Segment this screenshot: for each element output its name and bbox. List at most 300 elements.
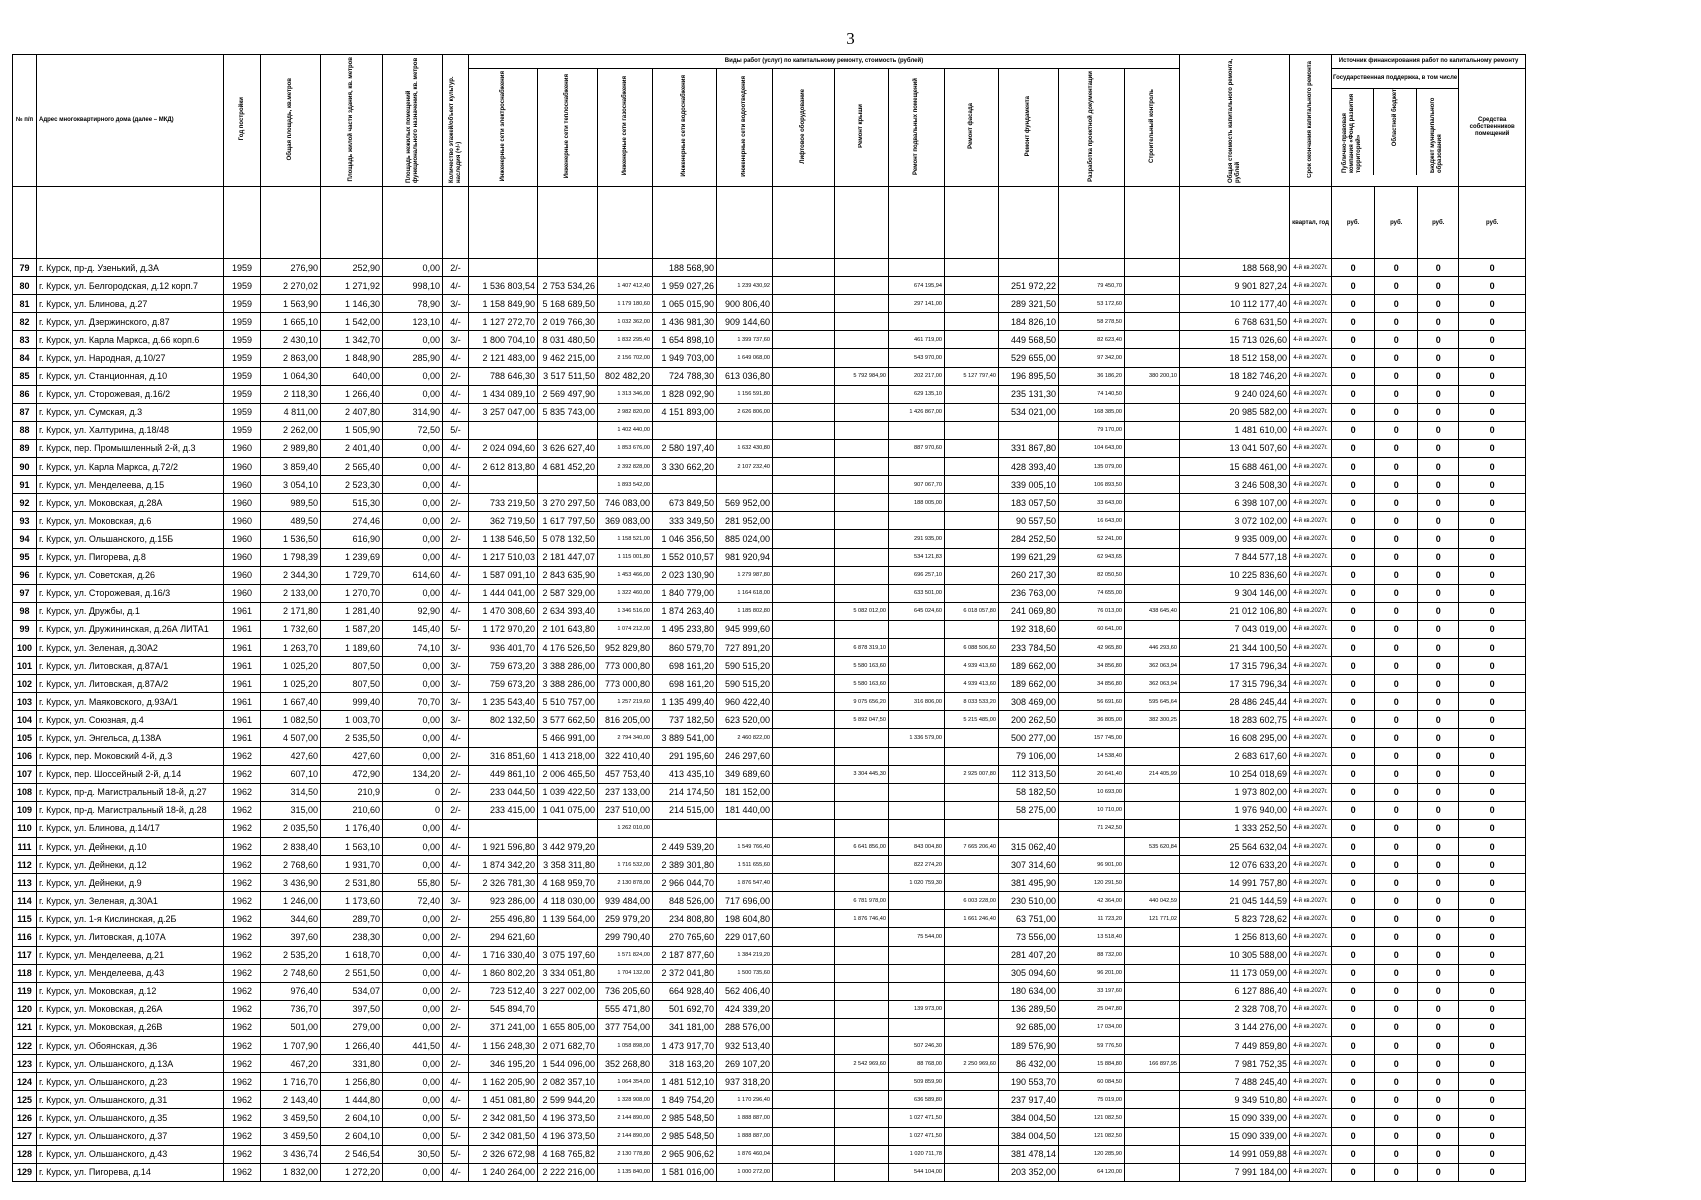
header-area-nonres: Площадь нежилых помещений функционального назначения, кв. метров xyxy=(405,57,419,183)
cell-sewer: 590 515,20 xyxy=(717,657,773,675)
cell-num: 106 xyxy=(13,747,37,765)
cell-region: 0 xyxy=(1375,693,1418,711)
cell-floors: 2/- xyxy=(443,783,469,801)
cell-area-living: 640,00 xyxy=(321,367,383,385)
cell-total: 11 173 059,00 xyxy=(1180,964,1290,982)
cell-basement: 461 719,00 xyxy=(889,331,945,349)
cell-foundation: 79 106,00 xyxy=(999,747,1059,765)
cell-deadline: 4-й кв.2027г. xyxy=(1290,458,1332,476)
cell-control xyxy=(1125,349,1180,367)
cell-owners: 0 xyxy=(1459,638,1526,656)
cell-area-nonres: 314,90 xyxy=(383,403,443,421)
cell-total: 6 398 107,00 xyxy=(1180,494,1290,512)
cell-address: г. Курск, ул. 1-я Кислинская, д.2Б xyxy=(37,910,224,928)
cell-design: 97 342,00 xyxy=(1059,349,1125,367)
cell-water: 673 849,50 xyxy=(653,494,717,512)
cell-area-total: 3 054,10 xyxy=(261,476,321,494)
cell-control xyxy=(1125,439,1180,457)
cell-control xyxy=(1125,620,1180,638)
cell-region: 0 xyxy=(1375,964,1418,982)
cell-area-total: 2 989,80 xyxy=(261,439,321,457)
cell-total: 9 935 009,00 xyxy=(1180,530,1290,548)
cell-gas: 1 058 898,00 xyxy=(598,1037,653,1055)
cell-basement xyxy=(889,512,945,530)
header-w-facade: Ремонт фасада xyxy=(968,103,974,149)
cell-deadline: 4-й кв.2027г. xyxy=(1290,439,1332,457)
cell-sewer: 1 164 618,00 xyxy=(717,584,773,602)
cell-heat: 8 031 480,50 xyxy=(538,331,598,349)
cell-facade xyxy=(945,856,999,874)
cell-region: 0 xyxy=(1375,1073,1418,1091)
cell-floors: 3/- xyxy=(443,675,469,693)
cell-facade xyxy=(945,1163,999,1181)
cell-design: 59 776,50 xyxy=(1059,1037,1125,1055)
cell-control xyxy=(1125,1091,1180,1109)
cell-lift xyxy=(773,512,835,530)
table-row xyxy=(13,1145,1526,1163)
cell-sewer xyxy=(717,819,773,837)
cell-area-living: 238,30 xyxy=(321,928,383,946)
cell-floors: 2/- xyxy=(443,530,469,548)
cell-basement: 887 970,60 xyxy=(889,439,945,457)
cell-heat: 3 270 297,50 xyxy=(538,494,598,512)
cell-fund: 0 xyxy=(1332,856,1375,874)
cell-num: 93 xyxy=(13,512,37,530)
cell-control xyxy=(1125,1000,1180,1018)
cell-fund: 0 xyxy=(1332,675,1375,693)
header-deadline: Срок окончания капитального ремонта xyxy=(1307,60,1313,178)
cell-address: г. Курск, ул. Зеленая, д.30А2 xyxy=(37,638,224,656)
cell-total: 18 283 602,75 xyxy=(1180,711,1290,729)
cell-water: 333 349,50 xyxy=(653,512,717,530)
cell-area-nonres: 0,00 xyxy=(383,331,443,349)
cell-owners: 0 xyxy=(1459,1037,1526,1055)
table-row xyxy=(13,277,1526,295)
cell-floors: 2/- xyxy=(443,1055,469,1073)
cell-foundation: 315 062,40 xyxy=(999,838,1059,856)
cell-lift xyxy=(773,1127,835,1145)
cell-region: 0 xyxy=(1375,1037,1418,1055)
cell-gas: 1 571 824,00 xyxy=(598,946,653,964)
table-row xyxy=(13,403,1526,421)
cell-roof xyxy=(835,1109,889,1127)
cell-gas: 1 179 180,60 xyxy=(598,295,653,313)
cell-basement: 1 020 711,78 xyxy=(889,1145,945,1163)
cell-basement xyxy=(889,638,945,656)
cell-region: 0 xyxy=(1375,1127,1418,1145)
cell-basement: 507 246,30 xyxy=(889,1037,945,1055)
cell-basement: 696 257,10 xyxy=(889,566,945,584)
cell-control xyxy=(1125,801,1180,819)
cell-elec: 923 286,00 xyxy=(469,892,538,910)
unit-rub: руб. xyxy=(1332,187,1375,259)
table-row xyxy=(13,946,1526,964)
cell-total: 7 449 859,80 xyxy=(1180,1037,1290,1055)
cell-area-total: 315,00 xyxy=(261,801,321,819)
cell-owners: 0 xyxy=(1459,1073,1526,1091)
cell-region: 0 xyxy=(1375,530,1418,548)
cell-control xyxy=(1125,1073,1180,1091)
cell-owners: 0 xyxy=(1459,1000,1526,1018)
cell-water: 501 692,70 xyxy=(653,1000,717,1018)
cell-facade xyxy=(945,1127,999,1145)
cell-owners: 0 xyxy=(1459,421,1526,439)
cell-elec: 802 132,50 xyxy=(469,711,538,729)
cell-design: 64 120,00 xyxy=(1059,1163,1125,1181)
cell-year: 1959 xyxy=(224,313,261,331)
cell-area-nonres: 0,00 xyxy=(383,838,443,856)
cell-area-living: 210,9 xyxy=(321,783,383,801)
cell-area-living: 1 931,70 xyxy=(321,856,383,874)
cell-area-living: 1 146,30 xyxy=(321,295,383,313)
cell-elec: 1 217 510,03 xyxy=(469,548,538,566)
cell-basement xyxy=(889,458,945,476)
cell-area-nonres: 0,00 xyxy=(383,476,443,494)
table-row xyxy=(13,1091,1526,1109)
cell-design: 82 623,40 xyxy=(1059,331,1125,349)
table-row xyxy=(13,675,1526,693)
cell-roof xyxy=(835,349,889,367)
cell-area-living: 1 266,40 xyxy=(321,1037,383,1055)
cell-area-total: 397,60 xyxy=(261,928,321,946)
cell-sewer: 1 876 547,40 xyxy=(717,874,773,892)
cell-region: 0 xyxy=(1375,331,1418,349)
cell-roof xyxy=(835,747,889,765)
table-row xyxy=(13,801,1526,819)
cell-area-living: 2 565,40 xyxy=(321,458,383,476)
cell-water: 270 765,60 xyxy=(653,928,717,946)
cell-num: 82 xyxy=(13,313,37,331)
cell-total: 5 823 728,62 xyxy=(1180,910,1290,928)
cell-heat: 1 039 422,50 xyxy=(538,783,598,801)
cell-region: 0 xyxy=(1375,295,1418,313)
header-f-owners: Средства собственников помещений xyxy=(1459,69,1526,187)
cell-elec: 294 621,60 xyxy=(469,928,538,946)
cell-num: 110 xyxy=(13,819,37,837)
cell-region: 0 xyxy=(1375,620,1418,638)
cell-muni: 0 xyxy=(1418,385,1459,403)
cell-area-nonres: 0 xyxy=(383,783,443,801)
cell-fund: 0 xyxy=(1332,403,1375,421)
cell-deadline: 4-й кв.2027г. xyxy=(1290,946,1332,964)
cell-total: 7 844 577,18 xyxy=(1180,548,1290,566)
cell-water: 1 874 263,40 xyxy=(653,602,717,620)
cell-facade xyxy=(945,1000,999,1018)
cell-deadline: 4-й кв.2027г. xyxy=(1290,548,1332,566)
cell-fund: 0 xyxy=(1332,801,1375,819)
table-row xyxy=(13,421,1526,439)
cell-total: 7 991 184,00 xyxy=(1180,1163,1290,1181)
cell-area-total: 3 859,40 xyxy=(261,458,321,476)
cell-area-total: 344,60 xyxy=(261,910,321,928)
cell-lift xyxy=(773,313,835,331)
cell-facade: 6 088 506,60 xyxy=(945,638,999,656)
cell-roof: 6 781 978,00 xyxy=(835,892,889,910)
cell-floors: 2/- xyxy=(443,982,469,1000)
cell-region: 0 xyxy=(1375,1163,1418,1181)
cell-address: г. Курск, пр-д. Магистральный 18-й, д.27 xyxy=(37,783,224,801)
cell-area-living: 210,60 xyxy=(321,801,383,819)
cell-region: 0 xyxy=(1375,403,1418,421)
cell-facade xyxy=(945,548,999,566)
table-row xyxy=(13,1018,1526,1036)
cell-area-nonres: 0 xyxy=(383,801,443,819)
cell-muni: 0 xyxy=(1418,458,1459,476)
cell-area-total: 4 507,00 xyxy=(261,729,321,747)
cell-heat xyxy=(538,928,598,946)
cell-num: 97 xyxy=(13,584,37,602)
cell-basement xyxy=(889,819,945,837)
cell-water: 1 135 499,40 xyxy=(653,693,717,711)
cell-elec: 1 800 704,10 xyxy=(469,331,538,349)
cell-lift xyxy=(773,1037,835,1055)
cell-muni: 0 xyxy=(1418,765,1459,783)
cell-basement xyxy=(889,964,945,982)
cell-elec: 2 612 813,80 xyxy=(469,458,538,476)
cell-floors: 4/- xyxy=(443,1073,469,1091)
cell-total: 10 254 018,69 xyxy=(1180,765,1290,783)
cell-num: 112 xyxy=(13,856,37,874)
cell-year: 1960 xyxy=(224,548,261,566)
cell-sewer: 562 406,40 xyxy=(717,982,773,1000)
cell-heat: 4 168 765,82 xyxy=(538,1145,598,1163)
cell-heat: 3 388 286,00 xyxy=(538,675,598,693)
cell-gas: 1 158 521,00 xyxy=(598,530,653,548)
cell-year: 1962 xyxy=(224,838,261,856)
cell-water: 188 568,90 xyxy=(653,259,717,277)
cell-owners: 0 xyxy=(1459,1127,1526,1145)
cell-total: 6 768 631,50 xyxy=(1180,313,1290,331)
cell-roof xyxy=(835,964,889,982)
cell-elec xyxy=(469,476,538,494)
cell-sewer: 717 696,00 xyxy=(717,892,773,910)
table-row xyxy=(13,964,1526,982)
cell-floors: 4/- xyxy=(443,566,469,584)
cell-floors: 4/- xyxy=(443,277,469,295)
cell-owners: 0 xyxy=(1459,1163,1526,1181)
cell-region: 0 xyxy=(1375,439,1418,457)
cell-gas: 322 410,40 xyxy=(598,747,653,765)
cell-control xyxy=(1125,421,1180,439)
cell-address: г. Курск, ул. Белгородская, д.12 корп.7 xyxy=(37,277,224,295)
cell-elec: 936 401,70 xyxy=(469,638,538,656)
cell-design: 58 278,50 xyxy=(1059,313,1125,331)
cell-heat: 1 139 564,00 xyxy=(538,910,598,928)
cell-area-nonres: 0,00 xyxy=(383,584,443,602)
cell-owners: 0 xyxy=(1459,403,1526,421)
cell-fund: 0 xyxy=(1332,602,1375,620)
header-w-sewer: Инженерные сети водоотведения xyxy=(741,75,747,177)
table-row xyxy=(13,439,1526,457)
cell-area-total: 736,70 xyxy=(261,1000,321,1018)
cell-heat: 3 388 286,00 xyxy=(538,657,598,675)
cell-area-living: 1 542,00 xyxy=(321,313,383,331)
cell-floors: 5/- xyxy=(443,1127,469,1145)
cell-facade xyxy=(945,277,999,295)
cell-owners: 0 xyxy=(1459,331,1526,349)
cell-area-total: 1 263,70 xyxy=(261,638,321,656)
cell-sewer: 181 440,00 xyxy=(717,801,773,819)
cell-basement: 509 859,90 xyxy=(889,1073,945,1091)
cell-deadline: 4-й кв.2027г. xyxy=(1290,295,1332,313)
cell-owners: 0 xyxy=(1459,838,1526,856)
cell-heat: 5 078 132,50 xyxy=(538,530,598,548)
cell-year: 1962 xyxy=(224,1000,261,1018)
cell-gas: 2 392 828,00 xyxy=(598,458,653,476)
cell-gas: 1 407 412,40 xyxy=(598,277,653,295)
cell-design: 74 655,00 xyxy=(1059,584,1125,602)
cell-address: г. Курск, ул. Сторожевая, д.16/3 xyxy=(37,584,224,602)
cell-fund: 0 xyxy=(1332,747,1375,765)
cell-total: 7 043 019,00 xyxy=(1180,620,1290,638)
cell-fund: 0 xyxy=(1332,620,1375,638)
cell-address: г. Курск, ул. Ольшанского, д.13А xyxy=(37,1055,224,1073)
cell-region: 0 xyxy=(1375,819,1418,837)
table-row xyxy=(13,476,1526,494)
cell-region: 0 xyxy=(1375,602,1418,620)
cell-gas: 2 144 890,00 xyxy=(598,1109,653,1127)
cell-owners: 0 xyxy=(1459,801,1526,819)
cell-num: 123 xyxy=(13,1055,37,1073)
cell-foundation xyxy=(999,421,1059,439)
cell-area-total: 1 798,39 xyxy=(261,548,321,566)
cell-design: 11 723,20 xyxy=(1059,910,1125,928)
cell-area-nonres: 74,10 xyxy=(383,638,443,656)
cell-foundation: 192 318,60 xyxy=(999,620,1059,638)
cell-region: 0 xyxy=(1375,421,1418,439)
cell-control xyxy=(1125,313,1180,331)
cell-floors: 2/- xyxy=(443,259,469,277)
cell-fund: 0 xyxy=(1332,783,1375,801)
cell-num: 111 xyxy=(13,838,37,856)
cell-address: г. Курск, ул. Моковская, д.26А xyxy=(37,1000,224,1018)
cell-sewer: 181 152,00 xyxy=(717,783,773,801)
cell-water: 1 828 092,90 xyxy=(653,385,717,403)
cell-gas: 2 982 820,00 xyxy=(598,403,653,421)
cell-year: 1961 xyxy=(224,638,261,656)
cell-deadline: 4-й кв.2027г. xyxy=(1290,385,1332,403)
cell-facade xyxy=(945,874,999,892)
cell-floors: 4/- xyxy=(443,729,469,747)
table-row xyxy=(13,331,1526,349)
cell-facade xyxy=(945,403,999,421)
cell-heat: 2 753 534,26 xyxy=(538,277,598,295)
cell-control xyxy=(1125,277,1180,295)
cell-control xyxy=(1125,331,1180,349)
cell-fund: 0 xyxy=(1332,259,1375,277)
cell-fund: 0 xyxy=(1332,530,1375,548)
cell-roof xyxy=(835,620,889,638)
cell-facade: 7 665 206,40 xyxy=(945,838,999,856)
cell-year: 1961 xyxy=(224,729,261,747)
cell-facade: 8 033 533,20 xyxy=(945,693,999,711)
cell-area-nonres: 0,00 xyxy=(383,675,443,693)
cell-elec: 723 512,40 xyxy=(469,982,538,1000)
cell-water: 1 552 010,57 xyxy=(653,548,717,566)
cell-num: 100 xyxy=(13,638,37,656)
cell-fund: 0 xyxy=(1332,1018,1375,1036)
cell-deadline: 4-й кв.2027г. xyxy=(1290,747,1332,765)
cell-control xyxy=(1125,1037,1180,1055)
cell-address: г. Курск, ул. Зеленая, д.30А1 xyxy=(37,892,224,910)
cell-deadline: 4-й кв.2027г. xyxy=(1290,566,1332,584)
cell-lift xyxy=(773,530,835,548)
cell-address: г. Курск, ул. Блинова, д.27 xyxy=(37,295,224,313)
cell-address: г. Курск, ул. Дружининская, д.26А ЛИТА1 xyxy=(37,620,224,638)
cell-elec: 545 894,70 xyxy=(469,1000,538,1018)
cell-year: 1962 xyxy=(224,783,261,801)
cell-facade xyxy=(945,295,999,313)
cell-area-total: 607,10 xyxy=(261,765,321,783)
cell-control xyxy=(1125,856,1180,874)
cell-water: 214 174,50 xyxy=(653,783,717,801)
cell-lift xyxy=(773,1055,835,1073)
cell-elec xyxy=(469,729,538,747)
cell-basement: 534 121,83 xyxy=(889,548,945,566)
cell-region: 0 xyxy=(1375,512,1418,530)
cell-basement xyxy=(889,675,945,693)
cell-facade xyxy=(945,1109,999,1127)
cell-area-total: 2 270,02 xyxy=(261,277,321,295)
cell-muni: 0 xyxy=(1418,602,1459,620)
cell-address: г. Курск, пр-д. Узенький, д.3А xyxy=(37,259,224,277)
cell-elec: 1 444 041,00 xyxy=(469,584,538,602)
cell-elec: 2 121 483,00 xyxy=(469,349,538,367)
cell-muni: 0 xyxy=(1418,801,1459,819)
cell-area-nonres: 0,00 xyxy=(383,928,443,946)
cell-owners: 0 xyxy=(1459,476,1526,494)
cell-muni: 0 xyxy=(1418,494,1459,512)
cell-area-nonres: 0,00 xyxy=(383,1055,443,1073)
cell-lift xyxy=(773,675,835,693)
cell-facade: 4 939 413,60 xyxy=(945,657,999,675)
cell-sewer xyxy=(717,259,773,277)
table-row xyxy=(13,838,1526,856)
cell-area-nonres: 72,50 xyxy=(383,421,443,439)
cell-region: 0 xyxy=(1375,982,1418,1000)
cell-lift xyxy=(773,367,835,385)
cell-owners: 0 xyxy=(1459,819,1526,837)
cell-foundation: 203 352,00 xyxy=(999,1163,1059,1181)
cell-control xyxy=(1125,403,1180,421)
cell-water: 2 372 041,80 xyxy=(653,964,717,982)
cell-heat: 2 569 497,90 xyxy=(538,385,598,403)
header-gov-group: Государственная поддержка, в том числе xyxy=(1332,69,1458,89)
cell-fund: 0 xyxy=(1332,1145,1375,1163)
cell-muni: 0 xyxy=(1418,819,1459,837)
cell-heat: 2 006 465,50 xyxy=(538,765,598,783)
cell-muni: 0 xyxy=(1418,1145,1459,1163)
cell-address: г. Курск, пер. Моковский 4-й, д.3 xyxy=(37,747,224,765)
cell-lift xyxy=(773,349,835,367)
cell-year: 1962 xyxy=(224,892,261,910)
cell-foundation: 200 262,50 xyxy=(999,711,1059,729)
cell-foundation: 384 004,50 xyxy=(999,1109,1059,1127)
cell-area-living: 1 444,80 xyxy=(321,1091,383,1109)
cell-floors: 3/- xyxy=(443,657,469,675)
cell-foundation: 235 131,30 xyxy=(999,385,1059,403)
cell-floors: 4/- xyxy=(443,385,469,403)
cell-address: г. Курск, ул. Моковская, д.26В xyxy=(37,1018,224,1036)
cell-year: 1961 xyxy=(224,675,261,693)
cell-floors: 4/- xyxy=(443,946,469,964)
cell-region: 0 xyxy=(1375,856,1418,874)
cell-address: г. Курск, ул. Станционная, д.10 xyxy=(37,367,224,385)
cell-control: 535 620,84 xyxy=(1125,838,1180,856)
cell-deadline: 4-й кв.2027г. xyxy=(1290,584,1332,602)
header-w-design: Разработка проектной документации xyxy=(1088,70,1094,182)
cell-elec xyxy=(469,259,538,277)
